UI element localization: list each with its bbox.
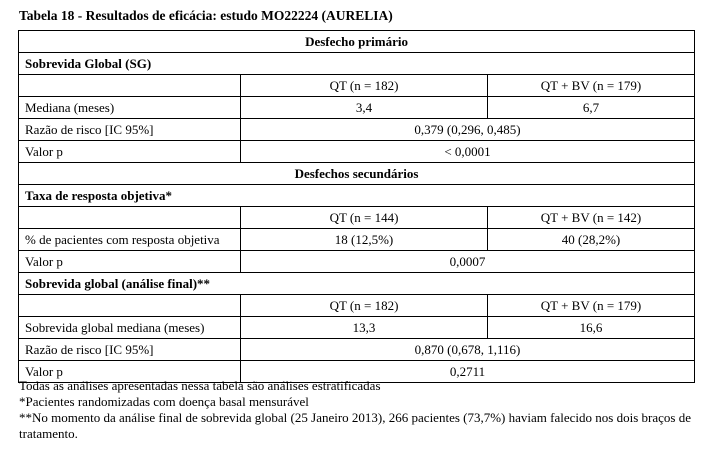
efficacy-table [18,30,695,383]
footnote: *Pacientes randomizadas com doença basal mensurável [19,394,309,409]
column-header-qt: QT (n = 182) [241,295,488,317]
cell-value: 0,870 (0,678, 1,116) [241,339,695,361]
orr-section-label: Taxa de resposta objetiva* [19,185,695,207]
table-row [19,119,695,141]
cell-value: 0,0007 [241,251,695,273]
row-label: Valor p [19,141,241,163]
table-row [19,317,695,339]
table-row [19,75,695,97]
empty-cell [19,295,241,317]
table-row [19,31,695,53]
cell-value: < 0,0001 [241,141,695,163]
cell-value: 40 (28,2%) [488,229,695,251]
cell-value: 13,3 [241,317,488,339]
table-footnotes [19,378,691,442]
cell-value: 3,4 [241,97,488,119]
footnote: **No momento da análise final de sobrevida global (25 Janeiro 2013), 266 pacientes (73,7%) haviam falecido nos dois braços de tratamento. [19,410,691,441]
table-row [19,273,695,295]
column-header-qt-bv: QT + BV (n = 142) [488,207,695,229]
os-final-section-label: Sobrevida global (análise final)** [19,273,695,295]
row-label: Mediana (meses) [19,97,241,119]
row-label: Razão de risco [IC 95%] [19,119,241,141]
column-header-qt: QT (n = 144) [241,207,488,229]
row-label: Valor p [19,361,241,383]
table-row [19,229,695,251]
row-label: Sobrevida global mediana (meses) [19,317,241,339]
cell-value: 6,7 [488,97,695,119]
column-header-qt: QT (n = 182) [241,75,488,97]
row-label: Valor p [19,251,241,273]
table-row [19,53,695,75]
table-row [19,185,695,207]
cell-value: 18 (12,5%) [241,229,488,251]
table-row [19,295,695,317]
table-row [19,163,695,185]
column-header-qt-bv: QT + BV (n = 179) [488,295,695,317]
row-label: Razão de risco [IC 95%] [19,339,241,361]
secondary-endpoints-header: Desfechos secundários [19,163,695,185]
table-title: Tabela 18 - Resultados de eficácia: estudo MO22224 (AURELIA) [19,8,393,23]
column-header-qt-bv: QT + BV (n = 179) [488,75,695,97]
table-row [19,141,695,163]
table-row [19,339,695,361]
footnote: Todas as análises apresentadas nessa tabela são análises estratificadas [19,378,381,393]
cell-value: 0,2711 [241,361,695,383]
cell-value: 16,6 [488,317,695,339]
cell-value: 0,379 (0,296, 0,485) [241,119,695,141]
table-row [19,251,695,273]
empty-cell [19,207,241,229]
row-label: % de pacientes com resposta objetiva [19,229,241,251]
table-row [19,97,695,119]
table-row [19,207,695,229]
empty-cell [19,75,241,97]
primary-endpoint-header: Desfecho primário [19,31,695,53]
os-section-label: Sobrevida Global (SG) [19,53,695,75]
